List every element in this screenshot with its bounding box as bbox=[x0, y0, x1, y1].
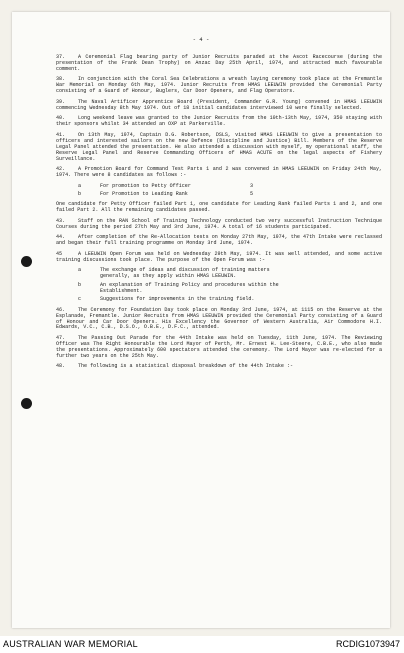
paragraph-46: 46. The Ceremony for Foundation Day took place on Monday 3rd June, 1974, at 1115 on the Reserve at the Esplanade, Fremantle. Junior Recruits from HMAS LEEUWIN provided the Ceremonial Party consisting of a Guard of Honour and Car Door Openers. His Excellency the Governor of Western Australia, Air Commodore H.I. Edwards, V.C., C.B., D.S.O., O.B.E., D.F.C., attended. bbox=[56, 306, 382, 331]
promotion-item: b For Promotion to Leading Rank 5 bbox=[78, 190, 254, 197]
page-number: - 4 - bbox=[192, 36, 210, 43]
paragraph-44: 44. After completion of the Re-Allocation tests on Monday 27th May, 1974, the 47th Intake were reclassed and began their full training programme on Monday 3rd June, 1974. bbox=[56, 234, 382, 247]
document-body bbox=[56, 55, 382, 375]
archive-footer bbox=[0, 636, 404, 653]
paragraph-45: 45 A LEEUWIN Open Forum was held on Wednesday 29th May, 1974. It was well attended, and some active training discussions took place. The purpose of the Open Forum was :- bbox=[56, 250, 382, 263]
forum-item: a The exchange of ideas and discussion of training matters generally, as they apply within HMAS LEEUWIN. bbox=[78, 267, 270, 280]
paragraph-37: 37. A Ceremonial Flag bearing party of Junior Recruits paraded at the Ascot Racecourse (during the presentation of the Frank Dean Trophy) on Anzac Day 25th April, 1974, and attracted much favourable comment. bbox=[56, 54, 382, 72]
paragraph-41: 41. On 13th May, 1974, Captain D.G. Robertson, DSLS, visited HMAS LEEUWIN to give a presentation to officers and interested sailors on the new Defence (Discipline and Justice) Bill. Members of the Reserve Legal Panel attended the presentation. He also attended a discussion with myself, my operational staff, the Reserve Legal Panel and Reserve Commanding Officers of HMAS ACUTE on the legal aspects of Fishery Surveillance. bbox=[56, 131, 382, 162]
paragraph-40: 40. Long weekend leave was granted to the Junior Recruits from the 10th-13th May, 1974, 350 staying with their sponsors whilst 34 attended an OXP at Parkerville. bbox=[56, 115, 382, 128]
punch-hole bbox=[21, 398, 32, 409]
punch-hole bbox=[21, 256, 32, 267]
paragraph-42-continued: One candidate for Petty Officer failed Part 1, one candidate for Leading Rank failed Parts 1 and 2, and one failed Part 2. All the remaining candidates passed. bbox=[56, 201, 382, 214]
paragraph-47: 47. The Passing Out Parade for the 44th Intake was held on Tuesday, 11th June, 1974. The Reviewing Officer was The Right Honourable the Lord Mayor of Perth, Mr. Ernest H. Lee-Steere, C.B.E., who also made the presentations. Approximately 600 spectators attended the ceremony. The Lord Mayor was re-elected for a further two years on the 25th May. bbox=[56, 335, 382, 359]
paragraph-39: 39. The Naval Artificer Apprentice Board (President, Commander G.R. Young) convened in HMAS LEEUWIN commencing Wednesday 8th May 1974. Out of 18 initial candidates interviewed 10 were finally selected. bbox=[56, 98, 382, 111]
archive-name: AUSTRALIAN WAR MEMORIAL bbox=[3, 639, 138, 649]
document-page bbox=[12, 12, 390, 628]
paragraph-43: 43. Staff on the RAN School of Training Technology conducted two very successful Instruction Technique Courses during the period 27th May and 3rd June, 1974. A total of 16 students participated. bbox=[56, 217, 382, 230]
paragraph-48: 48. The following is a statistical disposal breakdown of the 44th Intake :- bbox=[56, 363, 294, 370]
record-id: RCDIG1073947 bbox=[335, 639, 400, 649]
forum-item: b An explanation of Training Policy and procedures within the Establishment. bbox=[78, 281, 279, 294]
promotion-item: a For promotion to Petty Officer 3 bbox=[78, 182, 254, 189]
forum-item: c Suggestions for improvements in the training field. bbox=[78, 296, 255, 303]
paragraph-38: 38. In conjunction with the Coral Sea Celebrations a wreath laying ceremony took place at the Fremantle War Memorial on Monday 6th May, 1974. Junior Recruits from HMAS LEEUWIN provided the Ceremonial Party consisting of a Guard of Honour, Buglers, Car Door Openers, and Flag Operators. bbox=[56, 76, 382, 95]
paragraph-42: 42. A Promotion Board for Command Test Parts 1 and 2 was convened in HMAS LEEUWIN on Friday 24th May, 1974. There were 8 candidates as follows :- bbox=[56, 166, 382, 179]
